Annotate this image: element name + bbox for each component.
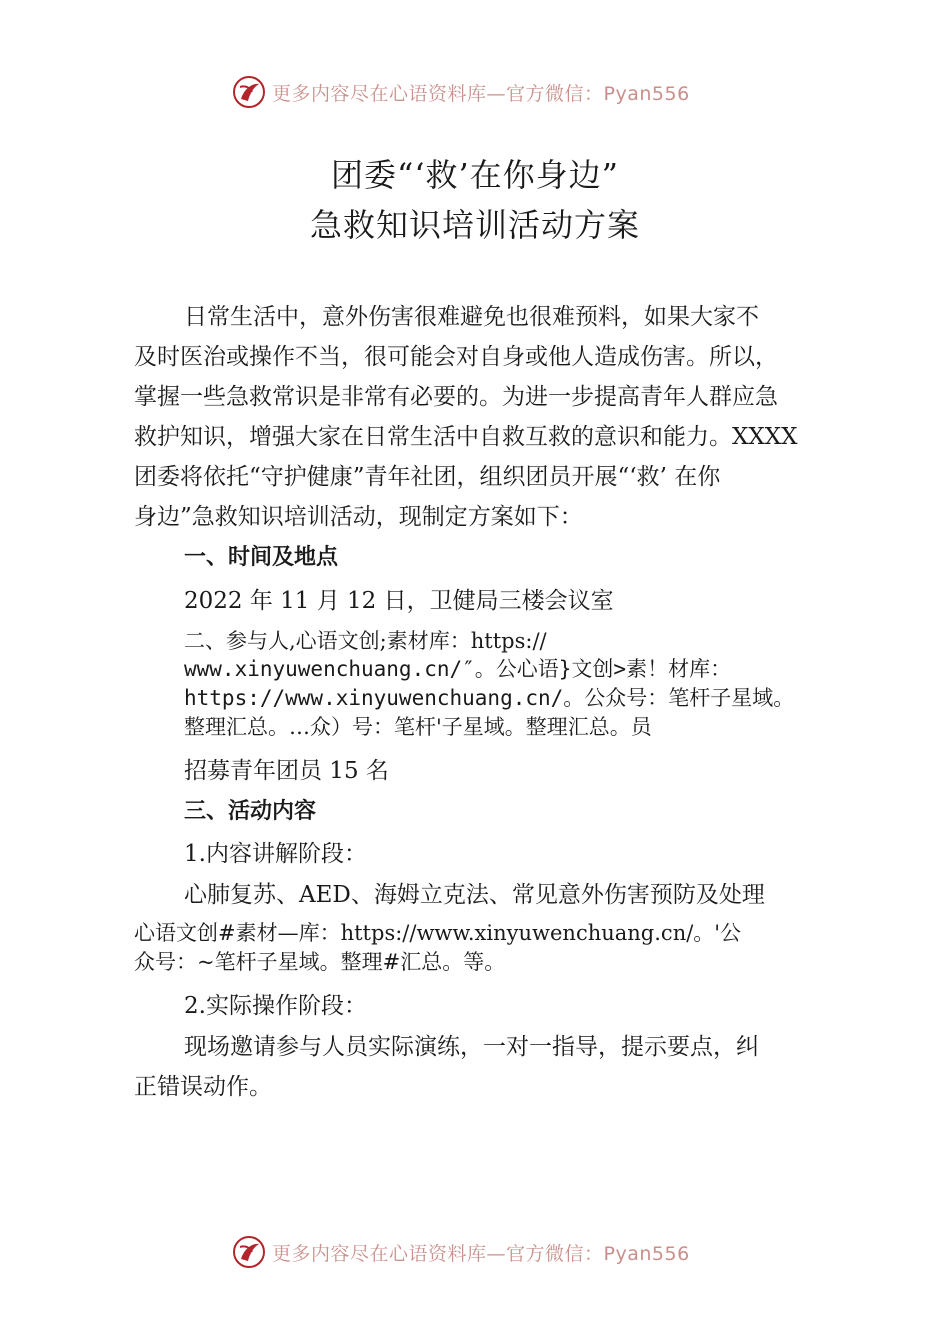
intro-line: 及时医治或操作不当，很可能会对自身或他人造成伤害。所以， (134, 344, 778, 370)
document-title-line2: 急救知识培训活动方案 (309, 206, 640, 244)
brand-logo-icon (232, 75, 266, 109)
section2-line: 二、参与人,心语文创;素材库：https:// (184, 629, 547, 653)
subsection-extra-line: 众号：~笔杆子星域。整理#汇总。等。 (134, 950, 506, 974)
document-title-line1: 团委“‘救’在你身边” (330, 156, 620, 194)
section-heading-activity: 三、活动内容 (184, 799, 317, 824)
brand-logo-icon (232, 1235, 266, 1269)
subsection-content-practice: 现场邀请参与人员实际演练，一对一指导，提示要点，纠 (184, 1034, 759, 1060)
section-heading-time-place: 一、时间及地点 (184, 545, 339, 570)
intro-line: 救护知识，增强大家在日常生活中自救互救的意识和能力。XXXX (134, 424, 798, 450)
subsection-extra-line: 心语文创#素材—库：https://www.xinyuwenchuang.cn/。'公 (134, 921, 742, 945)
intro-line: 掌握一些急救常识是非常有必要的。为进一步提高青年人群应急 (134, 384, 778, 410)
subsection-content-lecture: 心肺复苏、AED、海姆立克法、常见意外伤害预防及处理 (184, 882, 765, 908)
intro-line: 身边”急救知识培训活动，现制定方案如下： (134, 504, 583, 530)
banner-text: 更多内容尽在心语资料库—官方微信：Pyan556 (272, 82, 690, 105)
section-content-time-place: 2022 年 11 月 12 日，卫健局三楼会议室 (184, 588, 614, 614)
subsection-title-practice: 2.实际操作阶段： (184, 993, 367, 1019)
banner-text: 更多内容尽在心语资料库—官方微信：Pyan556 (272, 1242, 690, 1265)
section2-line: www.xinyuwenchuang.cn/″。公心语}文创>素！材库： (184, 657, 732, 681)
subsection-content-practice: 正错误动作。 (134, 1074, 272, 1100)
intro-line: 团委将依托“守护健康”青年社团，组织团员开展“‘救’ 在你 (134, 464, 721, 490)
section-content-participants: 招募青年团员 15 名 (184, 758, 389, 784)
footer-watermark-banner (232, 1232, 732, 1272)
intro-line: 日常生活中，意外伤害很难避免也很难预料，如果大家不 (184, 304, 759, 330)
section2-line: https://www.xinyuwenchuang.cn/。公众号：笔杆子星域。 (184, 686, 795, 710)
header-watermark-banner (232, 72, 732, 112)
section2-line: 整理汇总。…众）号：笔杆'子星域。整理汇总。员 (184, 715, 652, 739)
subsection-title-lecture: 1.内容讲解阶段： (184, 841, 367, 867)
